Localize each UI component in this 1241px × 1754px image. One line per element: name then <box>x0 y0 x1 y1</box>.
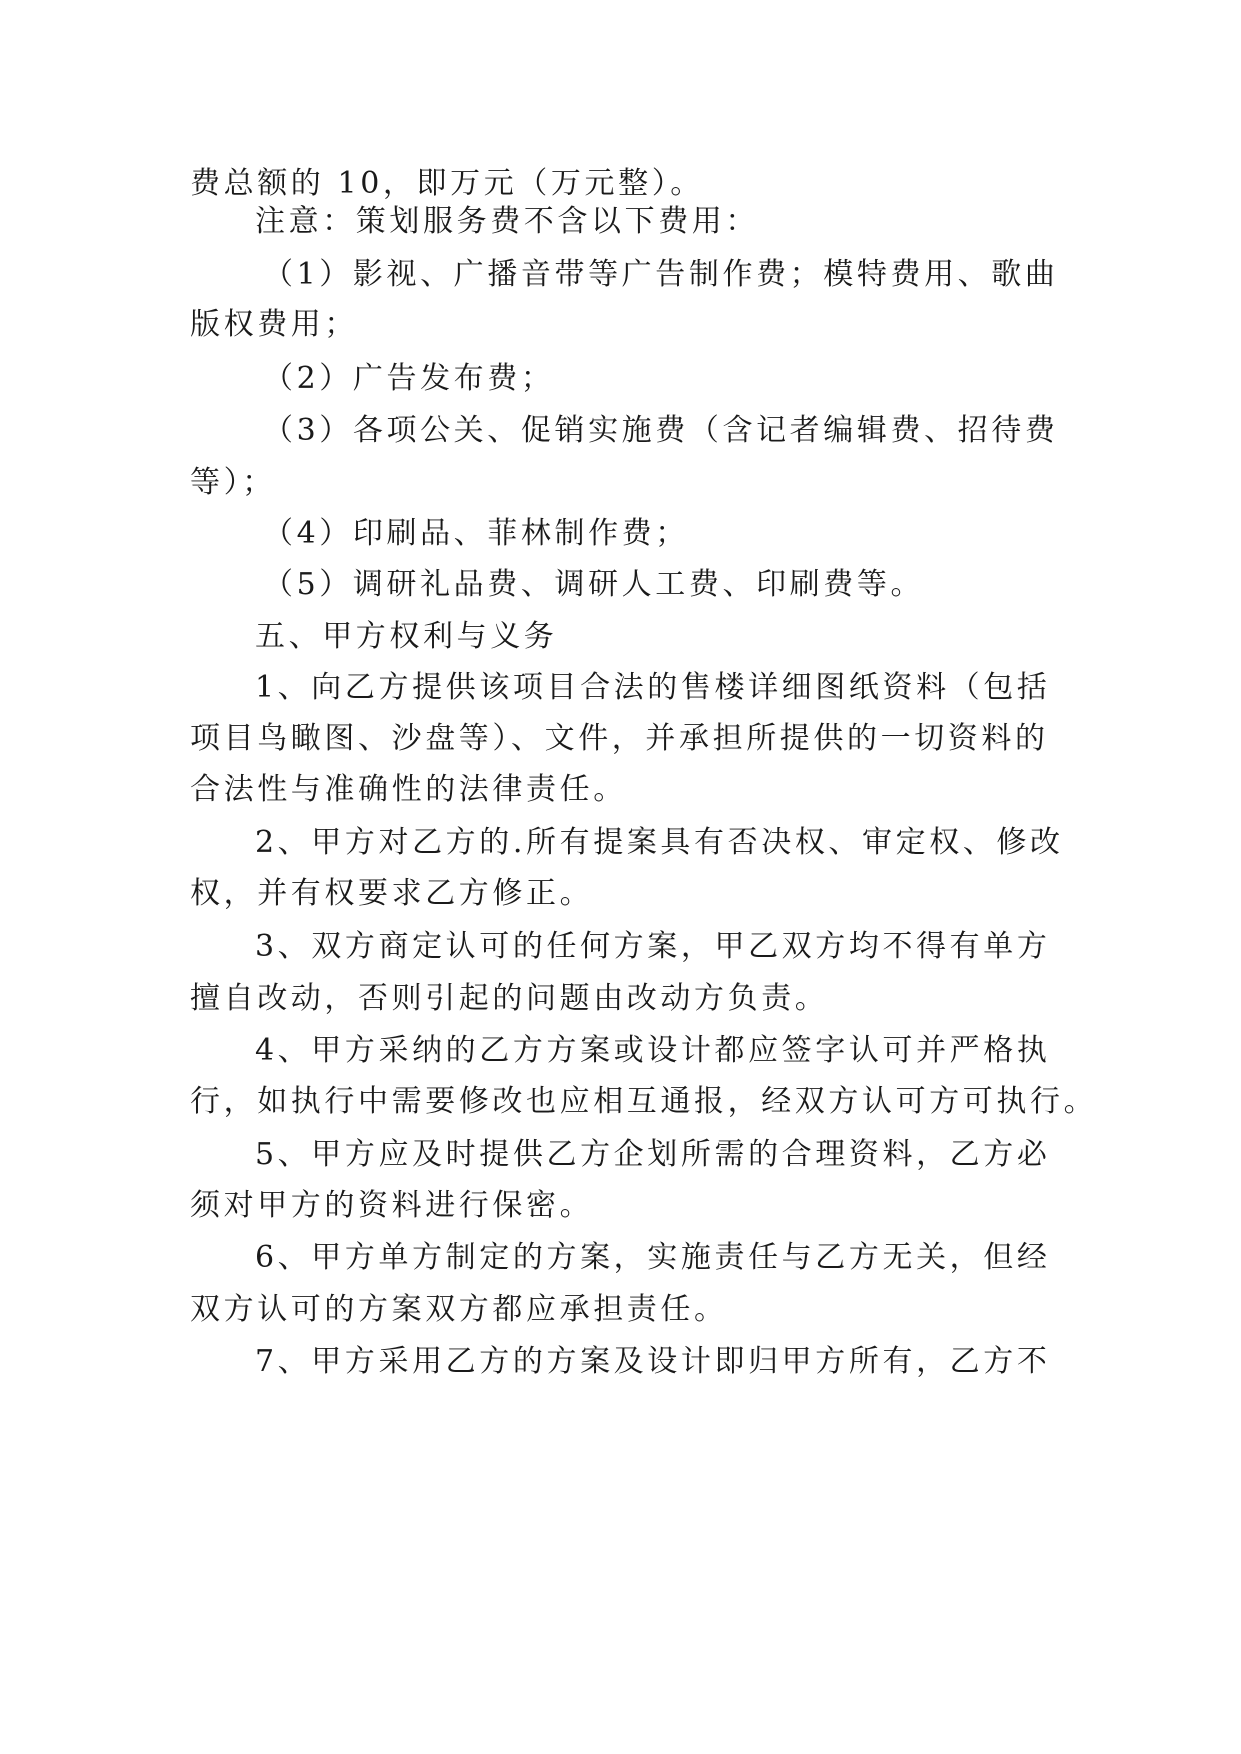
text-line-clause-1-cont: 合法性与准确性的法律责任。 <box>190 772 627 807</box>
text-line-clause-2: 2、甲方对乙方的.所有提案具有否决权、审定权、修改 <box>255 825 1064 860</box>
text-line-continuation: 费总额的 10，即万元（万元整）。 <box>190 166 704 201</box>
text-line-item-1: （1）影视、广播音带等广告制作费；模特费用、歌曲 <box>263 257 1059 292</box>
text-line-item-4: （4）印刷品、菲林制作费； <box>263 516 689 551</box>
text-line-clause-2-cont: 权，并有权要求乙方修正。 <box>190 876 594 911</box>
text-line-clause-5: 5、甲方应及时提供乙方企划所需的合理资料，乙方必 <box>255 1137 1051 1172</box>
text-line-clause-1: 1、向乙方提供该项目合法的售楼详细图纸资料（包括 <box>255 670 1051 705</box>
text-line-item-3-cont: 等）； <box>190 465 276 500</box>
text-line-item-3: （3）各项公关、促销实施费（含记者编辑费、招待费 <box>263 413 1059 448</box>
text-line-item-2: （2）广告发布费； <box>263 361 555 396</box>
text-line-clause-6: 6、甲方单方制定的方案，实施责任与乙方无关，但经 <box>255 1240 1051 1275</box>
text-line-clause-3: 3、双方商定认可的任何方案，甲乙双方均不得有单方 <box>255 929 1051 964</box>
text-line-clause-3-cont: 擅自改动，否则引起的问题由改动方负责。 <box>190 981 829 1016</box>
text-line-item-5: （5）调研礼品费、调研人工费、印刷费等。 <box>263 567 925 602</box>
text-line-clause-6-cont: 双方认可的方案双方都应承担责任。 <box>190 1292 728 1327</box>
section-heading: 五、甲方权利与义务 <box>255 619 558 654</box>
text-line-note: 注意：策划服务费不含以下费用： <box>255 204 759 239</box>
text-line-clause-4-cont: 行，如执行中需要修改也应相互通报，经双方认可方可执行。 <box>190 1084 1098 1119</box>
text-line-clause-1-cont: 项目鸟瞰图、沙盘等）、文件，并承担所提供的一切资料的 <box>190 721 1049 756</box>
text-line-item-1-cont: 版权费用； <box>190 307 358 342</box>
text-line-clause-5-cont: 须对甲方的资料进行保密。 <box>190 1188 594 1223</box>
text-line-clause-4: 4、甲方采纳的乙方方案或设计都应签字认可并严格执 <box>255 1033 1051 1068</box>
text-line-clause-7: 7、甲方采用乙方的方案及设计即归甲方所有，乙方不 <box>255 1344 1051 1379</box>
